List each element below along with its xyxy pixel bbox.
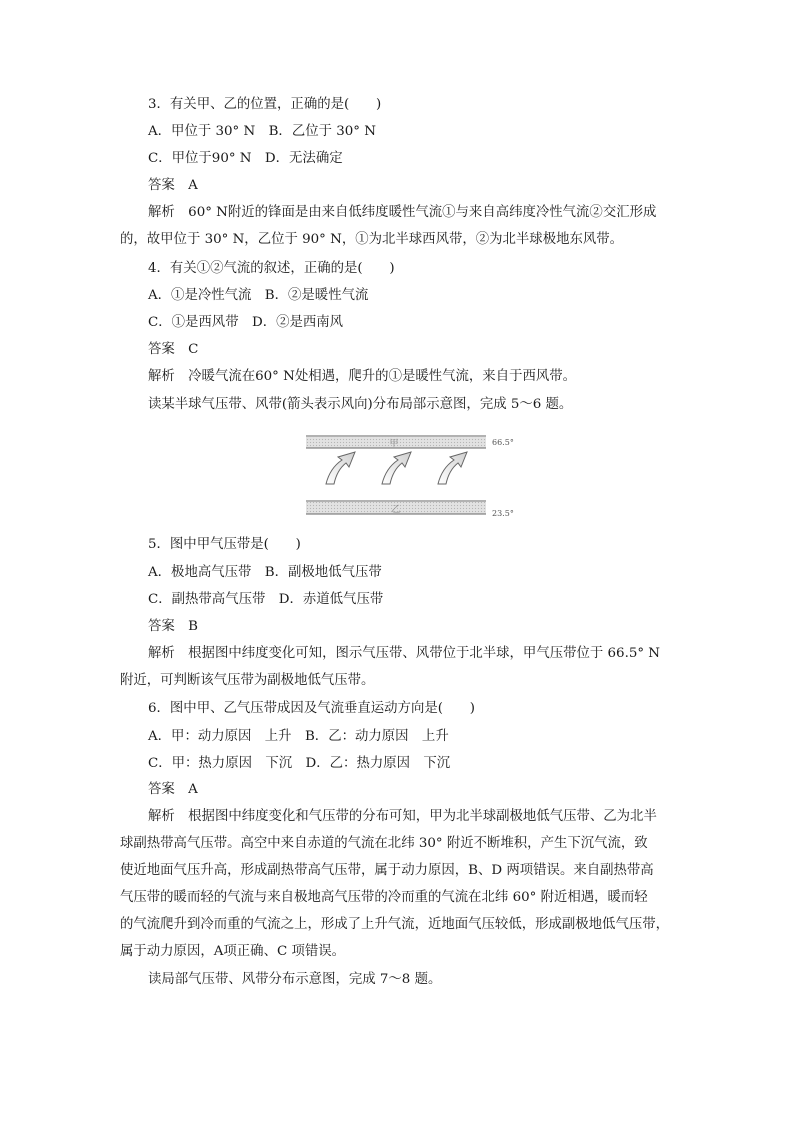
pressure-belt-diagram: [300, 432, 530, 520]
q3-explanation-line2: 的，故甲位于 30° N，乙位于 90° N，①为北半球西风带，②为北半球极地东风带。: [120, 232, 624, 247]
q6-explanation-line3: 使近地面气压升高，形成副热带高气压带，属于动力原因，B、D 两项错误。来自副热带高: [120, 863, 654, 878]
q5-options-cd: C．副热带高气压带 D．赤道低气压带: [148, 592, 384, 607]
q6-explanation-line6: 属于动力原因，A项正确、C 项错误。: [120, 944, 346, 959]
q3-options-ab: A．甲位于 30° N B．乙位于 30° N: [148, 124, 376, 139]
q5-explanation-line1: 解析 根据图中纬度变化可知，图示气压带、风带位于北半球，甲气压带位于 66.5° N: [148, 646, 661, 661]
q3-options-cd: C．甲位于90° N D．无法确定: [148, 151, 343, 166]
pressure-belt-figure: [300, 432, 530, 520]
intro-questions-5-6: 读某半球气压带、风带(箭头表示风向)分布局部示意图，完成 5～6 题。: [148, 397, 573, 412]
wind-arrow: [438, 452, 467, 484]
wind-arrow: [382, 452, 411, 484]
lat-label-23-5: 23.5°: [492, 509, 514, 518]
q6-options-ab: A．甲：动力原因 上升 B．乙：动力原因 上升: [148, 729, 449, 744]
q4-stem: 4．有关①②气流的叙述，正确的是( ): [148, 261, 395, 276]
q4-explanation-line1: 解析 冷暖气流在60° N处相遇，爬升的①是暖性气流，来自于西风带。: [148, 369, 577, 384]
q5-answer: 答案 B: [148, 619, 199, 634]
band-label-yi: 乙: [391, 505, 401, 515]
q4-answer: 答案 C: [148, 342, 199, 357]
q6-stem: 6．图中甲、乙气压带成因及气流垂直运动方向是( ): [148, 701, 475, 716]
q6-explanation-line1: 解析 根据图中纬度变化和气压带的分布可知，甲为北半球副极地低气压带、乙为北半: [148, 809, 657, 824]
q6-explanation-line2: 球副热带高气压带。高空中来自赤道的气流在北纬 30° 附近不断堆积，产生下沉气流，致: [120, 836, 648, 851]
q3-explanation-line1: 解析 60° N附近的锋面是由来自低纬度暖性气流①与来自高纬度冷性气流②交汇形成: [148, 205, 657, 220]
q5-options-ab: A．极地高气压带 B．副极地低气压带: [148, 565, 382, 580]
q6-options-cd: C．甲：热力原因 下沉 D．乙：热力原因 下沉: [148, 756, 451, 771]
q5-stem: 5．图中甲气压带是( ): [148, 537, 301, 552]
q4-options-cd: C．①是西风带 D．②是西南风: [148, 315, 344, 330]
q5-explanation-line2: 附近，可判断该气压带为副极地低气压带。: [120, 673, 375, 688]
q3-answer: 答案 A: [148, 178, 198, 193]
q6-explanation-line5: 的气流爬升到冷而重的气流之上，形成了上升气流，近地面气压较低，形成副极地低气压带，: [120, 917, 670, 932]
intro-questions-7-8: 读局部气压带、风带分布示意图，完成 7～8 题。: [148, 972, 442, 987]
q4-options-ab: A．①是冷性气流 B．②是暖性气流: [148, 288, 369, 303]
lat-label-66-5: 66.5°: [492, 438, 514, 447]
wind-arrow: [326, 452, 355, 484]
q6-answer: 答案 A: [148, 782, 198, 797]
q3-stem: 3．有关甲、乙的位置，正确的是( ): [148, 97, 382, 112]
band-label-jia: 甲: [389, 439, 399, 449]
q6-explanation-line4: 气压带的暖而轻的气流与来自极地高气压带的冷而重的气流在北纬 60° 附近相遇，暖而轻: [120, 890, 648, 905]
